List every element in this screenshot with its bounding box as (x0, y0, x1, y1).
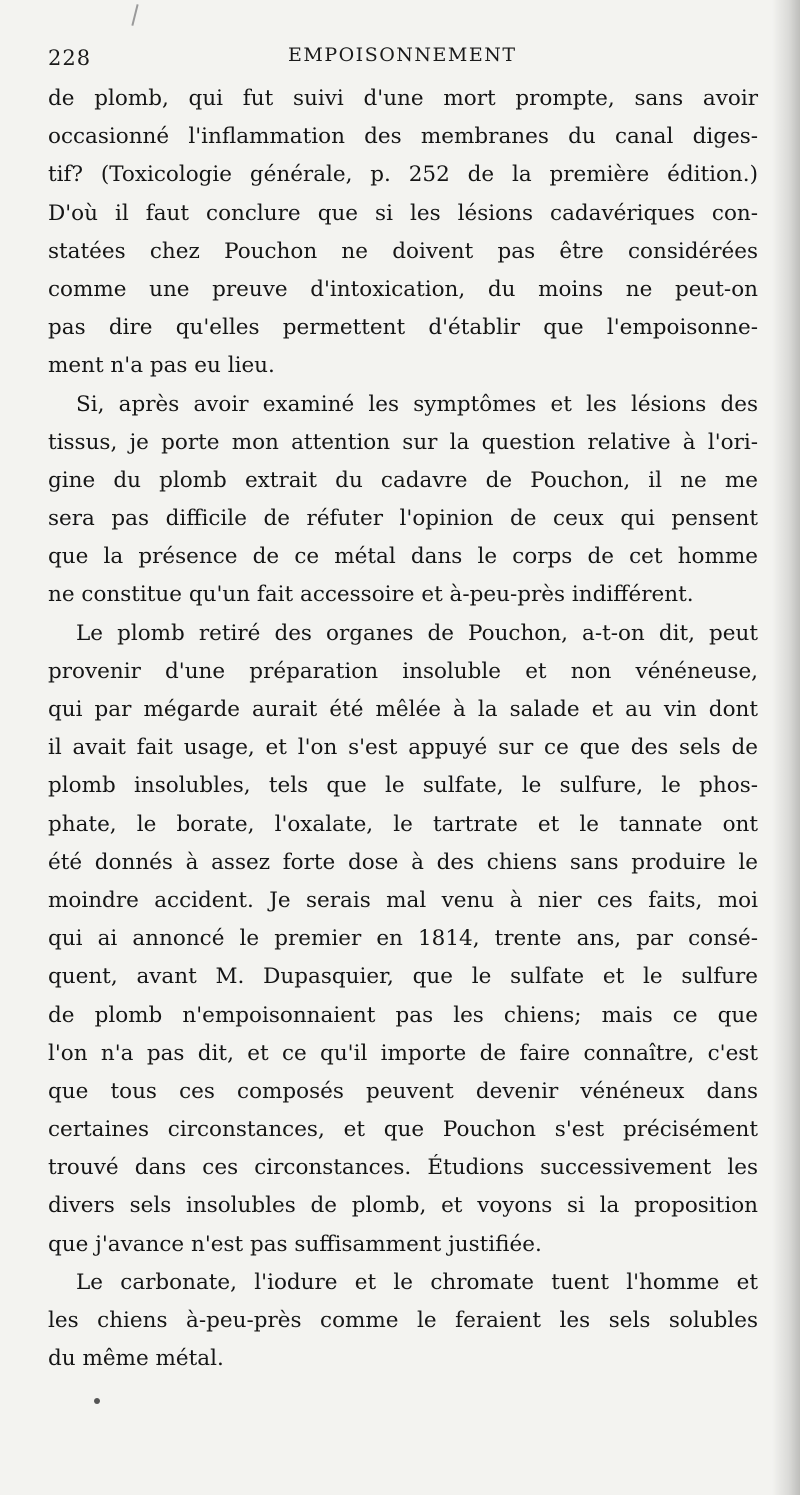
text-line: moindre accident. Je serais mal venu à nier ces faits, moi (48, 887, 758, 913)
page-number: 228 (48, 46, 92, 70)
ink-dot (94, 1398, 100, 1404)
text-line: phate, le borate, l'oxalate, le tartrate et le tannate ont (48, 811, 758, 837)
body-text (48, 80, 758, 1378)
text-line: de plomb n'empoisonnaient pas les chiens; mais ce que (48, 1002, 758, 1028)
text-line: les chiens à-peu-près comme le feraient les sels solubles (48, 1308, 758, 1333)
text-line: ne constitue qu'un fait accessoire et à-peu-près indifférent. (48, 582, 694, 608)
text-line: tif? (Toxicologie générale, p. 252 de la première édition.) (48, 162, 758, 188)
text-line: certaines circonstances, et que Pouchon s'est précisément (48, 1117, 758, 1143)
text-line: tissus, je porte mon attention sur la question relative à l'ori- (48, 429, 758, 455)
text-line: que j'avance n'est pas suffisamment justifiée. (48, 1231, 542, 1257)
text-line: trouvé dans ces circonstances. Étudions successivement les (48, 1155, 758, 1181)
text-line: ment n'a pas eu lieu. (48, 353, 275, 379)
running-head: EMPOISONNEMENT (288, 44, 517, 66)
text-line: comme une preuve d'intoxication, du moins ne peut-on (48, 276, 758, 302)
text-line: provenir d'une préparation insoluble et non vénéneuse, (48, 658, 758, 684)
stray-mark (131, 4, 138, 26)
text-line: statées chez Pouchon ne doivent pas être considérées (48, 238, 758, 264)
text-line: il avait fait usage, et l'on s'est appuyé sur ce que des sels de (48, 735, 758, 761)
page-edge-shadow (772, 0, 800, 1495)
text-line: qui par mégarde aurait été mêlée à la salade et au vin dont (48, 697, 758, 722)
text-line: que la présence de ce métal dans le corps de cet homme (48, 544, 758, 570)
text-line: D'où il faut conclure que si les lésions cadavériques con- (48, 200, 758, 226)
page-header (48, 38, 760, 78)
text-line: qui ai annoncé le premier en 1814, trente ans, par consé- (48, 926, 758, 952)
text-line: été donnés à assez forte dose à des chiens sans produire le (48, 849, 758, 875)
text-line: sera pas difficile de réfuter l'opinion de ceux qui pensent (48, 506, 758, 532)
text-line: du même métal. (48, 1346, 224, 1372)
text-line: l'on n'a pas dit, et ce qu'il importe de faire connaître, c'est (48, 1040, 758, 1066)
text-line: divers sels insolubles de plomb, et voyons si la proposition (48, 1193, 758, 1219)
text-line: Le carbonate, l'iodure et le chromate tuent l'homme et (76, 1269, 758, 1295)
text-line: quent, avant M. Dupasquier, que le sulfate et le sulfure (48, 964, 758, 990)
text-line: que tous ces composés peuvent devenir vénéneux dans (48, 1078, 758, 1104)
text-line: Le plomb retiré des organes de Pouchon, a-t-on dit, peut (76, 620, 758, 646)
text-line: de plomb, qui fut suivi d'une mort prompte, sans avoir (48, 86, 758, 111)
text-line: occasionné l'inflammation des membranes du canal diges- (48, 124, 758, 150)
text-line: pas dire qu'elles permettent d'établir que l'empoisonne- (48, 315, 758, 341)
text-line: Si, après avoir examiné les symptômes et les lésions des (76, 391, 758, 417)
text-line: gine du plomb extrait du cadavre de Pouchon, il ne me (48, 467, 758, 493)
text-line: plomb insolubles, tels que le sulfate, le sulfure, le phos- (48, 773, 758, 799)
